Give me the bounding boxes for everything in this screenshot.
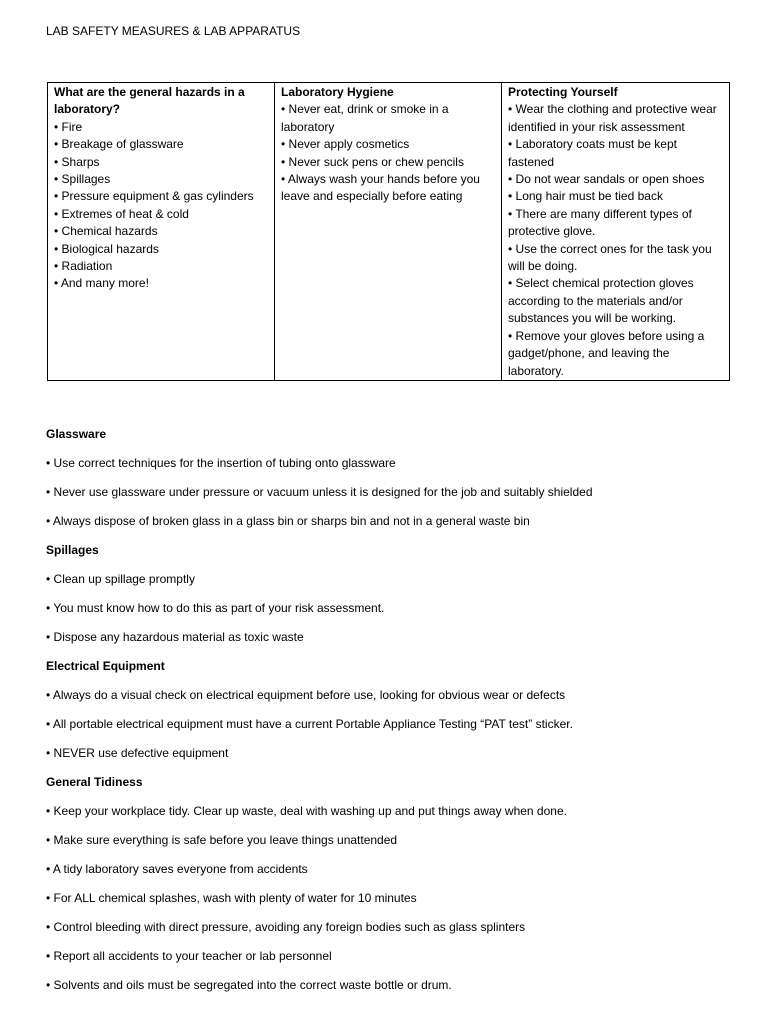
list-item: • Long hair must be tied back <box>508 189 663 204</box>
electrical-equipment-heading: Electrical Equipment <box>46 659 165 673</box>
list-item: • Use the correct ones for the task you will be doing. <box>508 241 712 274</box>
list-item: • Laboratory coats must be kept fastened <box>508 137 677 169</box>
general-hazards-cell <box>48 83 275 381</box>
list-item: • Radiation <box>54 259 113 274</box>
laboratory-hygiene-cell <box>275 83 502 381</box>
laboratory-hygiene-heading: Laboratory Hygiene <box>281 85 394 99</box>
list-item: • And many more! <box>54 276 149 291</box>
glassware-heading: Glassware <box>46 427 107 441</box>
list-item: • Wear the clothing and protective wear identified in your risk assessment <box>508 102 717 134</box>
list-item: • Never eat, drink or smoke in a laboratory <box>281 102 449 134</box>
list-item: • Dispose any hazardous material as toxic waste <box>46 630 304 644</box>
list-item: • Extremes of heat & cold <box>54 206 189 221</box>
list-item: • Remove your gloves before using a gadget/phone, and leaving the laboratory. <box>508 328 705 378</box>
document-title: LAB SAFETY MEASURES & LAB APPARATUS <box>46 24 301 38</box>
list-item: • NEVER use defective equipment <box>46 746 229 760</box>
spillages-heading: Spillages <box>46 543 99 557</box>
list-item: • For ALL chemical splashes, wash with plenty of water for 10 minutes <box>46 891 417 905</box>
list-item: • Spillages <box>54 172 111 187</box>
list-item: • Chemical hazards <box>54 224 158 239</box>
list-item: • There are many different types of protective glove. <box>508 206 692 239</box>
list-item: • Never use glassware under pressure or vacuum unless it is designed for the job and suitably shielded <box>46 485 593 499</box>
list-item: • Breakage of glassware <box>54 137 184 152</box>
list-item: • You must know how to do this as part of your risk assessment. <box>46 601 385 615</box>
general-hazards-heading: What are the general hazards in a laboratory? <box>54 85 245 117</box>
list-item: • Biological hazards <box>54 241 159 256</box>
list-item: • Keep your workplace tidy. Clear up waste, deal with washing up and put things away when done. <box>46 804 567 818</box>
list-item: • Always wash your hands before you leave and especially before eating <box>281 172 480 204</box>
list-item: • Control bleeding with direct pressure, avoiding any foreign bodies such as glass splinters <box>46 920 526 934</box>
list-item: • Use correct techniques for the insertion of tubing onto glassware <box>46 456 396 470</box>
list-item: • Never suck pens or chew pencils <box>281 154 464 169</box>
general-tidiness-heading: General Tidiness <box>46 775 143 789</box>
list-item: • Always dispose of broken glass in a glass bin or sharps bin and not in a general waste bin <box>46 514 530 528</box>
list-item: • Pressure equipment & gas cylinders <box>54 189 254 204</box>
list-item: • Fire <box>54 119 83 134</box>
list-item: • Clean up spillage promptly <box>46 572 195 586</box>
protecting-yourself-heading: Protecting Yourself <box>508 85 618 99</box>
list-item: • All portable electrical equipment must have a current Portable Appliance Testing “PAT test” sticker. <box>46 717 573 731</box>
list-item: • Solvents and oils must be segregated into the correct waste bottle or drum. <box>46 978 452 992</box>
list-item: • A tidy laboratory saves everyone from accidents <box>46 862 308 876</box>
list-item: • Do not wear sandals or open shoes <box>508 172 705 187</box>
list-item: • Make sure everything is safe before you leave things unattended <box>46 833 398 847</box>
list-item: • Never apply cosmetics <box>281 137 410 152</box>
list-item: • Select chemical protection gloves according to the materials and/or substances you will be working. <box>508 276 694 326</box>
list-item: • Report all accidents to your teacher or lab personnel <box>46 949 332 963</box>
list-item: • Always do a visual check on electrical equipment before use, looking for obvious wear or defects <box>46 688 566 702</box>
list-item: • Sharps <box>54 154 100 169</box>
hazards-table <box>47 82 730 381</box>
safety-sections <box>46 425 736 1005</box>
table-row <box>48 83 730 381</box>
protecting-yourself-cell <box>502 83 730 381</box>
